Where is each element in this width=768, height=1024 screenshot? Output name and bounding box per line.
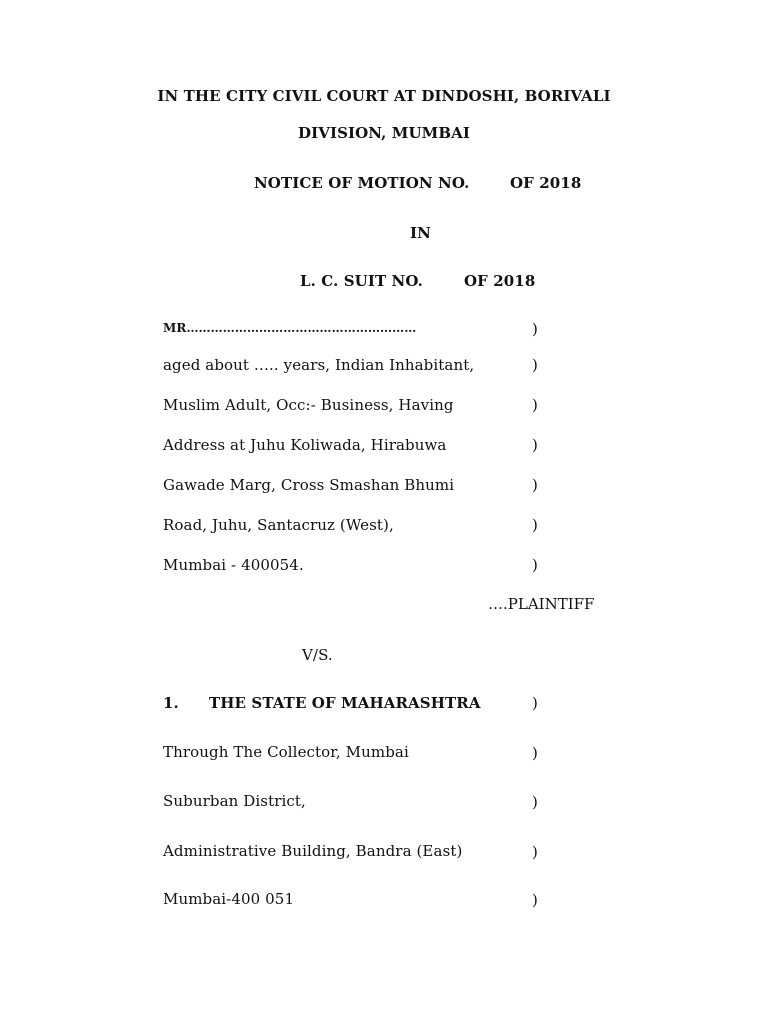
- paren-defendant-4: ): [532, 891, 538, 909]
- versus-label: V/S.: [302, 646, 333, 664]
- defendant-address-line: Through The Collector, Mumbai: [163, 743, 409, 761]
- paren-plaintiff-5: ): [532, 516, 538, 534]
- suit-year-label: OF 2018: [464, 272, 536, 290]
- plaintiff-address-line: Road, Juhu, Santacruz (West),: [163, 516, 394, 534]
- paren-defendant-0: ): [532, 694, 538, 712]
- plaintiff-address-line: Muslim Adult, Occ:- Business, Having: [163, 396, 454, 414]
- defendant-address-line: Administrative Building, Bandra (East): [163, 842, 463, 860]
- defendant-number: 1.: [163, 694, 179, 712]
- motion-year-label: OF 2018: [510, 174, 582, 192]
- plaintiff-address-line: Mumbai - 400054.: [163, 556, 304, 574]
- plaintiff-address-line: aged about ….. years, Indian Inhabitant,: [163, 356, 475, 374]
- defendant-address-line: Mumbai-400 051: [163, 890, 295, 908]
- paren-defendant-1: ): [532, 744, 538, 762]
- suit-number-label: L. C. SUIT NO.: [300, 272, 423, 290]
- paren-defendant-3: ): [532, 843, 538, 861]
- defendant-name: THE STATE OF MAHARASHTRA: [209, 694, 481, 712]
- motion-number-label: NOTICE OF MOTION NO.: [254, 174, 470, 192]
- court-title-line-2: DIVISION, MUMBAI: [297, 124, 470, 142]
- paren-plaintiff-6: ): [532, 556, 538, 574]
- paren-plaintiff-2: ): [532, 396, 538, 414]
- defendant-address-line: Suburban District,: [163, 792, 306, 810]
- plaintiff-label: ….PLAINTIFF: [488, 595, 595, 613]
- paren-defendant-2: ): [532, 793, 538, 811]
- plaintiff-address-line: Gawade Marg, Cross Smashan Bhumi: [163, 476, 455, 494]
- plaintiff-name-line: MR…………………………………………………: [163, 321, 417, 335]
- in-label: IN: [410, 224, 431, 242]
- court-title-line-1: IN THE CITY CIVIL COURT AT DINDOSHI, BORIVALI: [157, 87, 611, 105]
- paren-plaintiff-4: ): [532, 476, 538, 494]
- paren-plaintiff-1: ): [532, 356, 538, 374]
- plaintiff-address-line: Address at Juhu Koliwada, Hirabuwa: [163, 436, 447, 454]
- paren-plaintiff-0: ): [532, 320, 538, 338]
- paren-plaintiff-3: ): [532, 436, 538, 454]
